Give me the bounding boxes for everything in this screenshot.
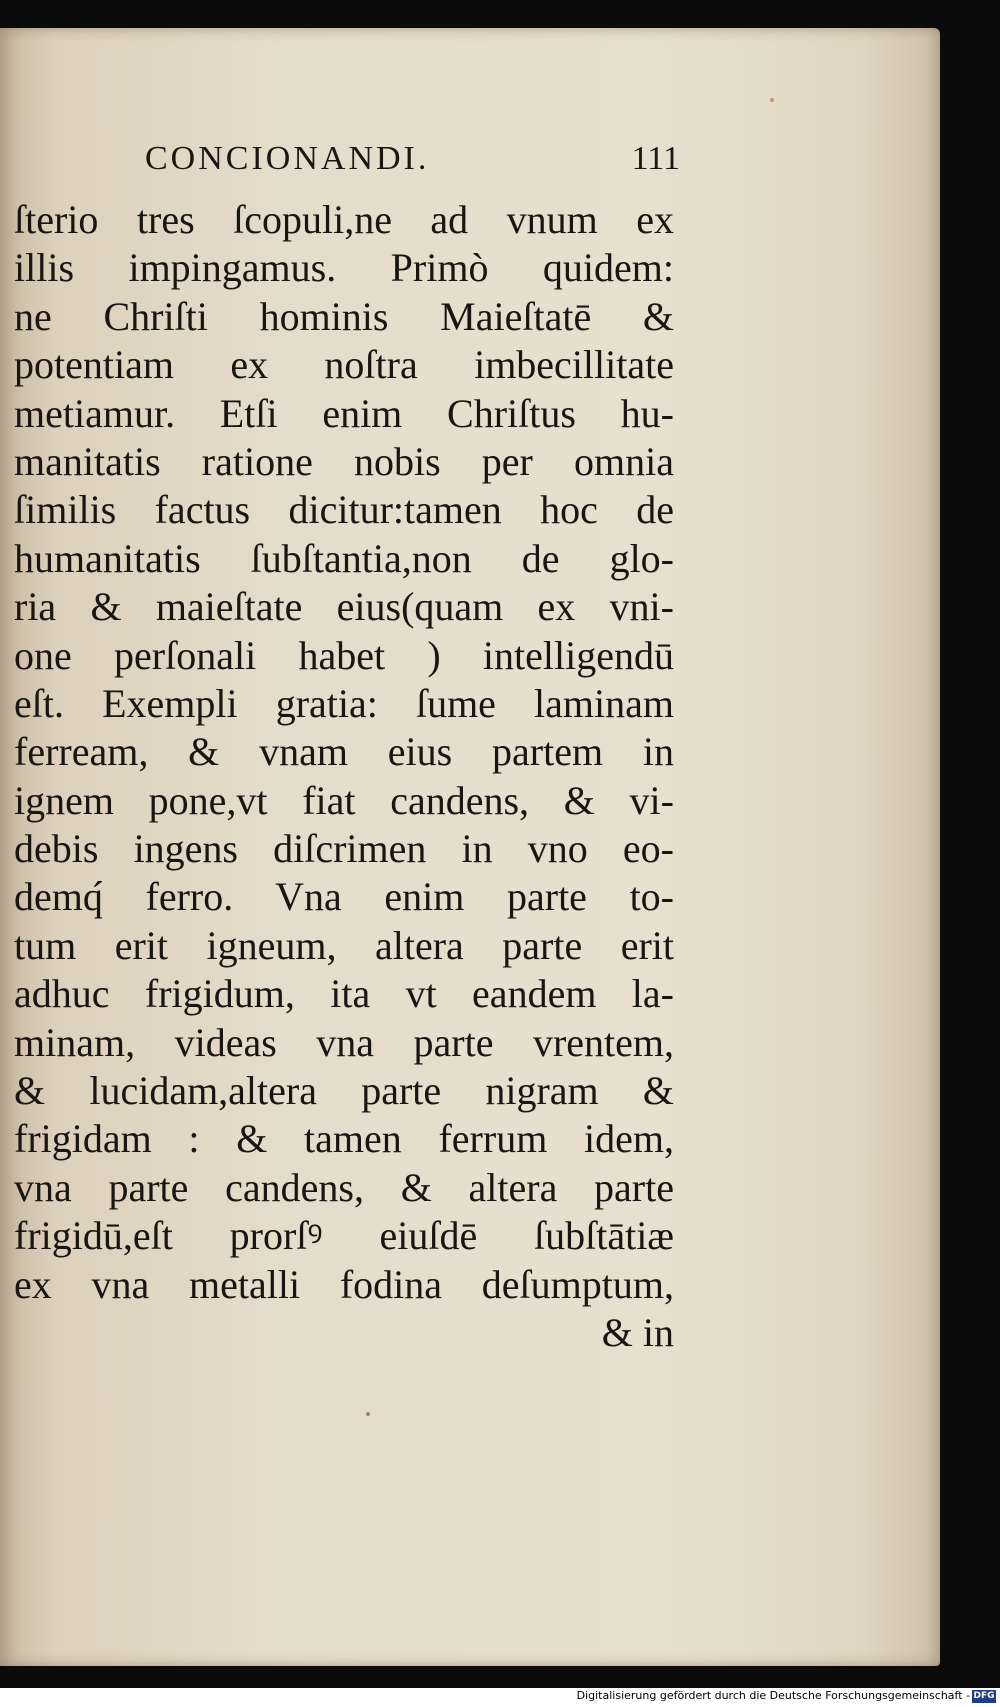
body-text	[14, 196, 674, 1357]
book-page	[0, 28, 940, 1666]
text-line: ignem pone,vt fiat candens, & vi-	[14, 777, 674, 823]
text-line: ne Chriſti hominis Maieſtatē &	[14, 293, 674, 339]
text-line: humanitatis ſubſtantia,non de glo-	[14, 535, 674, 581]
ink-speck	[366, 1412, 370, 1416]
text-line: manitatis ratione nobis per omnia	[14, 438, 674, 484]
text-line: ferream, & vnam eius partem in	[14, 729, 674, 775]
text-line: metiamur. Etſi enim Chriſtus hu-	[14, 390, 674, 436]
funding-credit: Digitalisierung gefördert durch die Deutsche Forschungsgemeinschaft -	[576, 1689, 970, 1702]
text-line: frigidam : & tamen ferrum idem,	[14, 1116, 674, 1162]
text-line: potentiam ex noſtra imbecillitate	[14, 342, 674, 388]
text-line: frigidū,eſt prorſꝰ eiuſdē ſubſtātiæ	[14, 1213, 674, 1259]
running-head: CONCIONANDI.	[145, 140, 430, 177]
text-line: vna parte candens, & altera parte	[14, 1164, 674, 1210]
dfg-logo: DFG	[973, 1691, 995, 1701]
catchword-line: & in	[601, 1309, 674, 1355]
text-line: adhuc frigidum, ita vt eandem la-	[14, 971, 674, 1017]
text-line: one perſonali habet ) intelligendū	[14, 632, 674, 678]
ink-speck	[770, 98, 774, 102]
text-line: demq́ ferro. Vna enim parte to-	[14, 874, 674, 920]
footer-bar	[0, 1688, 1000, 1707]
text-line: ria & maieſtate eius(quam ex vni-	[14, 584, 674, 630]
text-line: debis ingens diſcrimen in vno eo-	[14, 826, 674, 872]
text-line: illis impingamus. Primò quidem:	[14, 245, 674, 291]
text-line: ſterio tres ſcopuli,ne ad vnum ex	[14, 197, 674, 242]
text-line: minam, videas vna parte vrentem,	[14, 1019, 674, 1065]
text-line: eſt. Exempli gratia: ſume laminam	[14, 680, 674, 726]
text-line: & lucidam,altera parte nigram &	[14, 1068, 674, 1114]
text-line: tum erit igneum, altera parte erit	[14, 922, 674, 968]
text-line: ex vna metalli fodina deſumptum,	[14, 1261, 674, 1307]
text-line: ſimilis factus dicitur:tamen hoc de	[14, 487, 674, 533]
page-number: 111	[631, 140, 680, 177]
